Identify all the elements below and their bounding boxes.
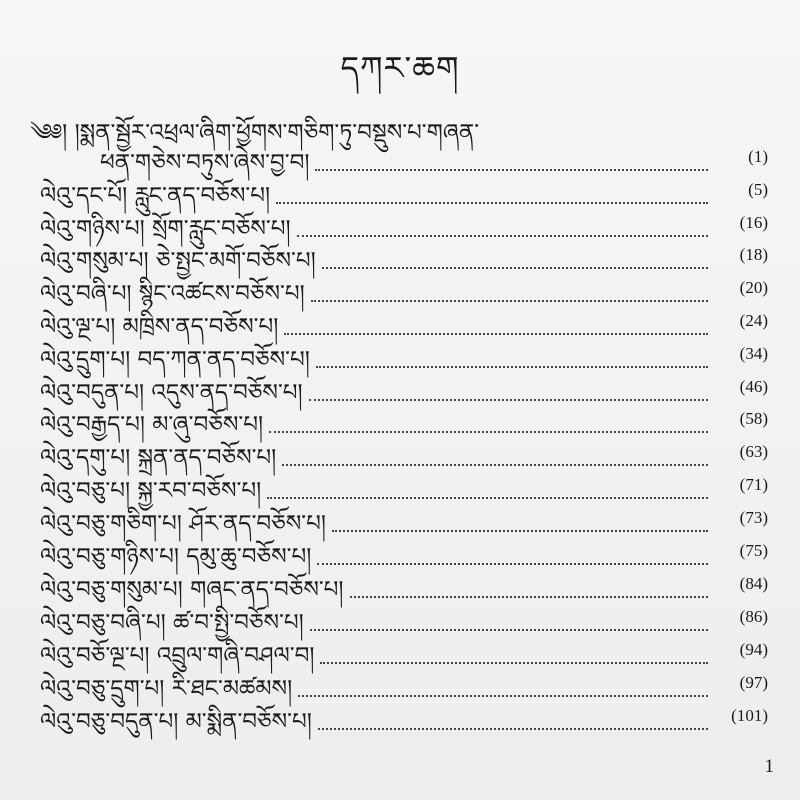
toc-entry-label: ལེའུ་བཅུ་བདུན་པ། མ་སྨིན་བཅོས་པ། (40, 709, 312, 735)
dot-leader (350, 596, 708, 598)
page-number: 1 (764, 756, 774, 777)
toc-page-number: (97) (739, 673, 768, 692)
toc-entry-label: ལེའུ་གསུམ་པ། ཅེ་སྤྱང་མགོ་བཅོས་པ། (40, 248, 316, 274)
toc-entry-label: ལེའུ་དྲུག་པ། བད་ཀན་ནད་བཅོས་པ། (40, 347, 310, 373)
toc-entry (0, 378, 800, 408)
toc-page-number: (73) (739, 508, 768, 527)
toc-entry-label: ལེའུ་དང་པོ། རླུང་ནད་བཅོས་པ། (40, 183, 271, 209)
toc-page-number: (63) (739, 442, 768, 461)
toc-page-number: (86) (739, 607, 768, 626)
toc-entry (0, 279, 800, 309)
dot-leader (318, 728, 708, 730)
dot-leader (309, 399, 708, 401)
dot-leader (320, 662, 708, 664)
toc-entry-label: ཕན་གཅེས་བཏུས་ཞེས་བྱ་བ། (100, 150, 310, 176)
dot-leader (297, 235, 708, 237)
dot-leader (269, 431, 708, 433)
toc-page-number: (71) (739, 475, 768, 494)
toc-page-number: (34) (739, 344, 768, 363)
toc-entry-label: ལེའུ་བཅུ་གཅིག་པ། ཤོར་ནད་བཅོས་པ། (40, 511, 326, 537)
toc-page-number: (46) (739, 377, 768, 396)
toc-page-number: (94) (739, 640, 768, 659)
toc-page-number: (101) (731, 706, 768, 725)
dot-leader (310, 629, 708, 631)
toc-entry (0, 345, 800, 375)
dot-leader (282, 464, 708, 466)
dot-leader (316, 366, 708, 368)
toc-page-number: (16) (739, 213, 768, 232)
toc-entry (0, 707, 800, 737)
toc-entry (0, 542, 800, 572)
dot-leader (298, 695, 708, 697)
toc-entry-label: ལེའུ་བདུན་པ། འདུས་ནད་བཅོས་པ། (40, 380, 303, 406)
toc-page-number: (58) (739, 409, 768, 428)
toc-entry-label: ལེའུ་བཅུ་བཞི་པ། ཚ་བ་སྤྱི་བཅོས་པ། (40, 610, 304, 636)
dot-leader (317, 563, 708, 565)
toc-entry (0, 246, 800, 276)
toc-entry (0, 410, 800, 440)
dot-leader (267, 497, 708, 499)
toc-heading: དཀར་ཆག (340, 49, 460, 87)
dot-leader (311, 300, 708, 302)
toc-entry-label: ༄༅། །སྨན་སྦྱོར་འཕྲལ་ཞིག་ཕྱོགས་གཅིག་ཏུ་བསྡུས་པ་གཞན་ (30, 120, 480, 146)
toc-entry (0, 118, 800, 148)
toc-entry (0, 641, 800, 671)
toc-entry-label: ལེའུ་བརྒྱད་པ། མ་ཞུ་བཅོས་པ། (40, 412, 264, 438)
toc-entry (0, 214, 800, 244)
toc-page-number: (84) (739, 574, 768, 593)
toc-entry-label: ལེའུ་བཅུ་གསུམ་པ། གཞང་ནད་བཅོས་པ། (40, 577, 344, 603)
toc-page-number: (20) (739, 278, 768, 297)
toc-entry (0, 312, 800, 342)
toc-entry-label: ལེའུ་ལྔ་པ། མཁྲིས་ནད་བཅོས་པ། (40, 314, 279, 340)
toc-entry-label: ལེའུ་བཅུ་གཉིས་པ། དམུ་ཆུ་བཅོས་པ། (40, 544, 312, 570)
toc-entry (0, 181, 800, 211)
dot-leader (276, 202, 708, 204)
toc-entry-label: ལེའུ་བཞི་པ། སྙིང་འཚངས་བཅོས་པ། (40, 281, 305, 307)
toc-entry-label: ལེའུ་བཅུ་པ། སྐྱ་རབ་བཅོས་པ། (40, 478, 262, 504)
toc-entry-label: ལེའུ་གཉིས་པ། སྲོག་རླུང་བཅོས་པ། (40, 216, 291, 242)
toc-entry-label: ལེའུ་བཅོ་ལྔ་པ། འབྲུལ་གཞི་བཤལ་བ། (40, 643, 315, 669)
toc-entry (0, 443, 800, 473)
toc-page-number: (75) (739, 541, 768, 560)
toc-entry (0, 509, 800, 539)
toc-page-number: (1) (748, 147, 768, 166)
toc-entry-label: ལེའུ་བཅུ་དྲུག་པ། རི་ཐང་མཚམས། (40, 676, 293, 702)
toc-entry-label: ལེའུ་དགུ་པ། སྐྲན་ནད་བཅོས་པ། (40, 445, 277, 471)
toc-entry (0, 575, 800, 605)
toc-page-number: (24) (739, 311, 768, 330)
dot-leader (315, 169, 708, 171)
toc-entry (0, 608, 800, 638)
dot-leader (332, 530, 708, 532)
toc-entry (0, 476, 800, 506)
toc-entry (0, 148, 800, 178)
dot-leader (284, 333, 708, 335)
dot-leader (322, 267, 708, 269)
toc-entry (0, 674, 800, 704)
toc-page-number: (5) (748, 180, 768, 199)
toc-page-number: (18) (739, 245, 768, 264)
